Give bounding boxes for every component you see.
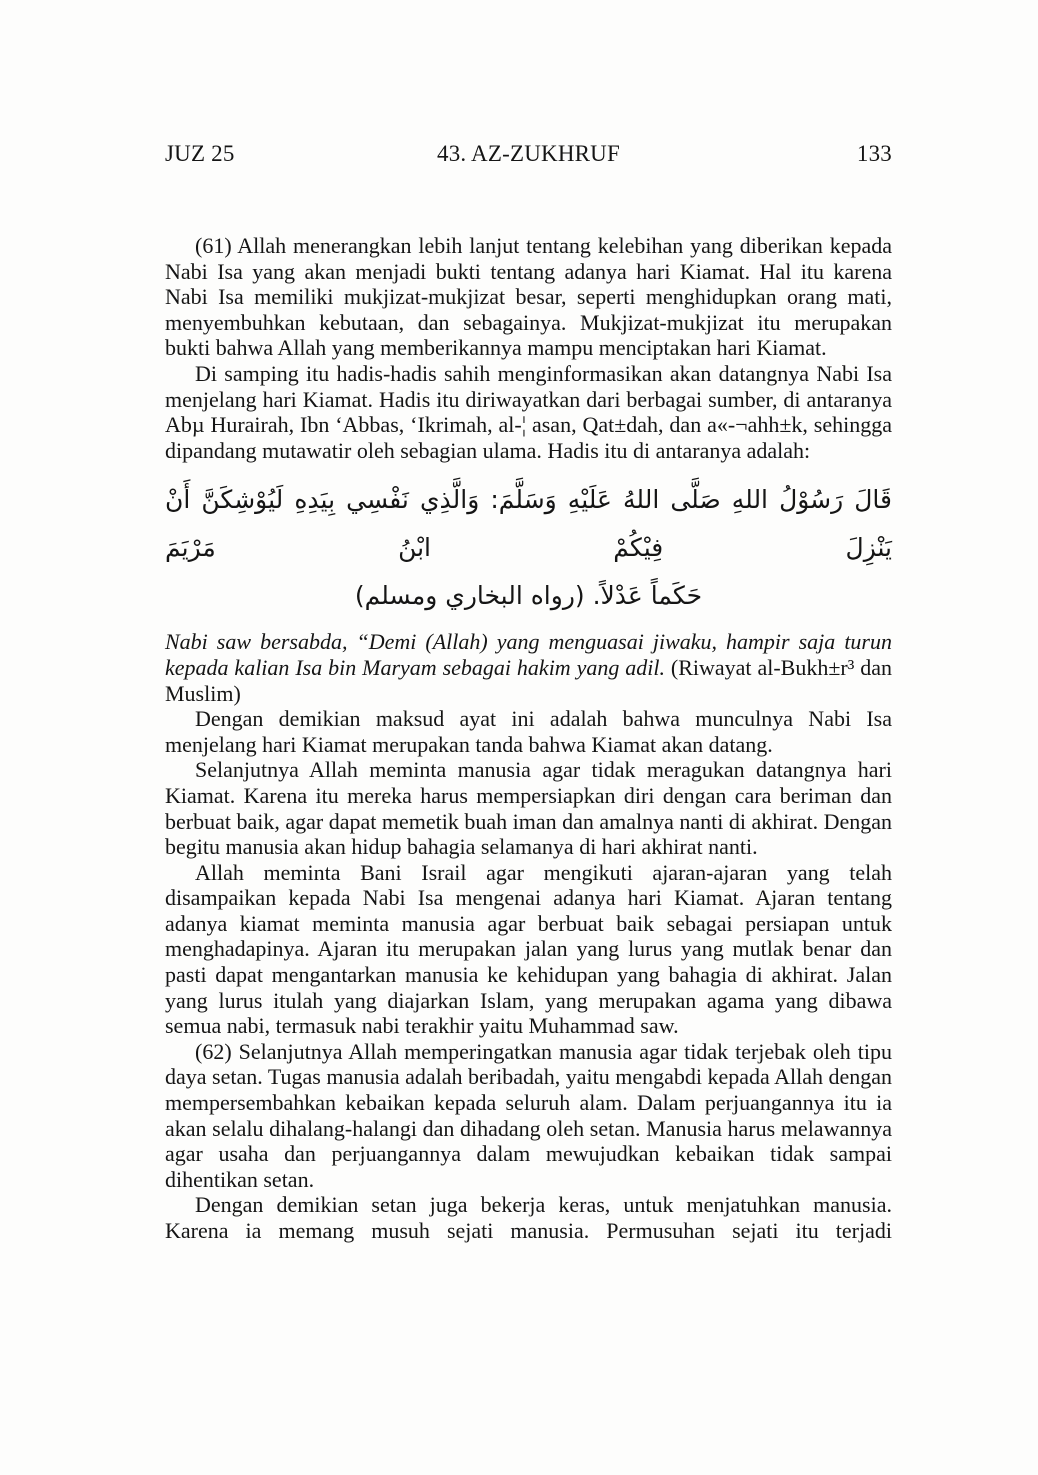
tafsir-paragraph: Allah meminta Bani Israil agar mengikuti ajaran-ajaran yang telah disampaikan kepada Nabi Isa mengenai adanya hari Kiamat. Ajaran tentang adanya kiamat meminta manusia agar berbuat baik sebagai persiapan untuk menghadapinya. Ajaran itu merupakan jalan yang lurus yang mutlak benar dan pasti dapat mengantarkan manusia ke kehidupan yang bahagia di akhirat. Jalan yang lurus itulah yang diajarkan Islam, yang merupakan agama yang dibawa semua nabi, termasuk nabi terakhir yaitu Muhammad saw. [165, 859, 892, 1039]
narration-source: (Riwayat al-Bukh±r³ dan Muslim) [165, 654, 892, 706]
hadith-arabic-line: حَكَماً عَدْلاً. (رواه البخاري ومسلم) [354, 581, 703, 611]
tafsir-paragraph: Di samping itu hadis-hadis sahih menginformasikan akan datangnya Nabi Isa menjelang hari Kiamat. Hadis itu diriwayatkan dari berbagai sumber, di antaranya Abµ Hurairah, Ibn ‘Abbas, ‘Ikrimah, al-¦ asan, Qat±dah, dan a«-¬ahh±k, sehingga dipandang mutawatir oleh sebagian ulama. Hadis itu di antaranya adalah: [165, 360, 892, 463]
hadith-arabic [165, 476, 892, 620]
tafsir-body [165, 233, 892, 1244]
page-header [165, 141, 892, 167]
tafsir-paragraph: Selanjutnya Allah meminta manusia agar tidak meragukan datangnya hari Kiamat. Karena itu mereka harus mempersiapkan diri dengan cara beriman dan berbuat baik, agar dapat memetik buah iman dan amalnya nanti di akhirat. Dengan begitu manusia akan hidup bahagia selamanya di hari akhirat nanti. [165, 757, 892, 860]
translation-text: Nabi saw bersabda, “Demi (Allah) yang menguasai jiwaku, hampir saja turun kepada kalian Isa bin Maryam sebagai hakim yang adil. [165, 629, 892, 680]
hadith-arabic-line: قَالَ رَسُوْلُ اللهِ صَلَّى اللهُ عَلَيْهِ وَسَلَّمَ: وَالَّذِي نَفْسِي بِيَدِهِ لَيُوْشِكَنَّ أَنْ يَنْزِلَ فِيْكُمْ ابْنُ مَرْيَمَ [165, 485, 892, 563]
tafsir-paragraph: Dengan demikian maksud ayat ini adalah bahwa munculnya Nabi Isa menjelang hari Kiamat merupakan tanda bahwa Kiamat akan datang. [165, 706, 892, 757]
tafsir-paragraph: (61) Allah menerangkan lebih lanjut tentang kelebihan yang diberikan kepada Nabi Isa yang akan menjadi bukti tentang adanya hari Kiamat. Hal itu karena Nabi Isa memiliki mukjizat-mukjizat besar, seperti menghidupkan orang mati, menyembuhkan kebutaan, dan sebagainya. Mukjizat-mukjizat itu merupakan bukti bahwa Allah yang memberikannya mampu menciptakan hari Kiamat. [165, 233, 892, 361]
tafsir-paragraph: Dengan demikian setan juga bekerja keras, untuk menjatuhkan manusia. Karena ia memang musuh sejati manusia. Permusuhan sejati itu terjadi [165, 1192, 892, 1243]
page-number: 133 [856, 141, 892, 166]
juz-label: JUZ 25 [165, 141, 235, 166]
tafsir-paragraph: (62) Selanjutnya Allah memperingatkan manusia agar tidak terjebak oleh tipu daya setan. Tugas manusia adalah beribadah, yaitu mengabdi kepada Allah dengan mempersembahkan kebaikan kepada seluruh alam. Dalam perjuangannya itu ia akan selalu dihalang-halangi dan dihadang oleh setan. Manusia harus melawannya agar usaha dan perjuangannya dalam mewujudkan kebaikan tidak sampai dihentikan setan. [165, 1038, 893, 1192]
surah-title: 43. AZ-ZUKHRUF [437, 141, 620, 166]
hadith-translation [165, 629, 892, 706]
